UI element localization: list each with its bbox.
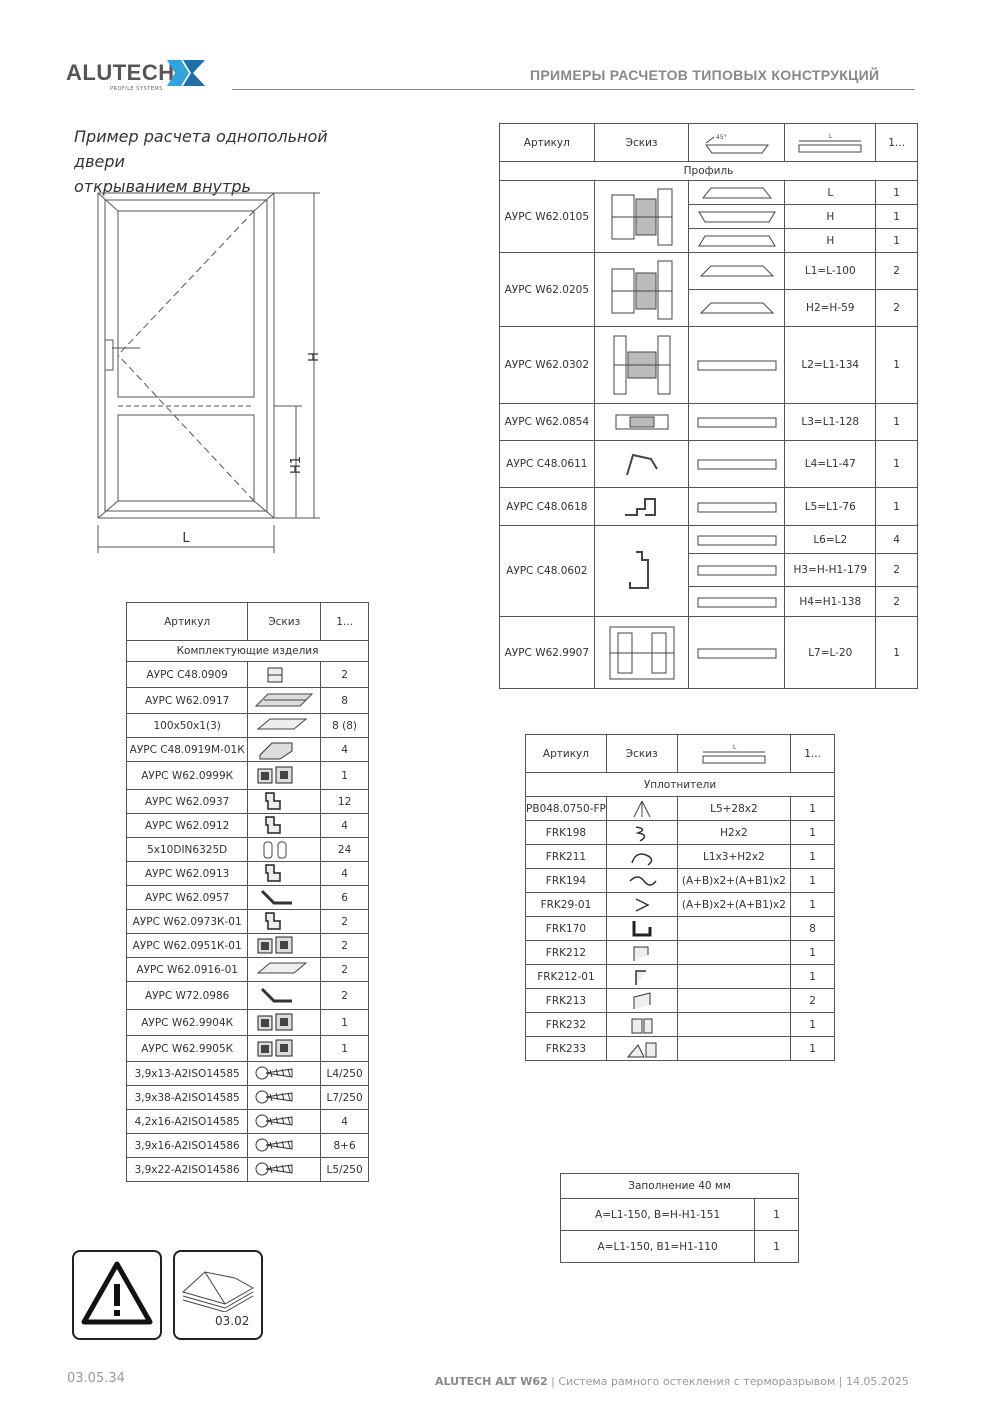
length-cell: [677, 1037, 791, 1061]
article-cell: 4,2x16-A2ISO14585: [127, 1110, 248, 1134]
article-cell: АУРС W62.9905К: [127, 1036, 248, 1062]
article-cell: АУРС W62.0916-01: [127, 958, 248, 982]
manual-reference-box: [173, 1250, 263, 1340]
cut-qty: 2: [876, 290, 918, 327]
open-book-icon: [175, 1252, 261, 1312]
qty-cell: 4: [321, 738, 369, 762]
article-cell: АУРС W62.0302: [500, 327, 595, 404]
qty-cell: 6: [321, 886, 369, 910]
table-row: [127, 738, 369, 762]
angle-icon: [252, 985, 316, 1007]
sketch-cell: [248, 1086, 321, 1110]
article-cell: АУРС W62.0854: [500, 404, 595, 441]
len-mark-label: L: [732, 743, 737, 751]
dim-h-label: H: [307, 352, 322, 362]
cut-shape: [689, 441, 785, 488]
qty-cell: 1: [321, 1010, 369, 1036]
page-header-title: ПРИМЕРЫ РАСЧЕТОВ ТИПОВЫХ КОНСТРУКЦИЙ: [530, 67, 880, 83]
table-row: [500, 181, 918, 205]
article-cell: FRK213: [526, 989, 607, 1013]
table-row: [127, 934, 369, 958]
sketch-cell: [248, 1036, 321, 1062]
cut-shape: [689, 327, 785, 404]
sketch-cell: [248, 1134, 321, 1158]
table-row: [127, 814, 369, 838]
logo-subtitle: PROFILE SYSTEMS: [110, 86, 163, 92]
profile-header-row: [500, 124, 918, 162]
qty-cell: 2: [321, 934, 369, 958]
col-sketch: Эскиз: [606, 735, 677, 773]
table-row: [127, 662, 369, 688]
qty-cell: 1: [791, 1013, 835, 1037]
seal-profile-icon: [622, 943, 662, 963]
section-profile: Профиль: [500, 162, 918, 181]
table-row: [561, 1199, 799, 1231]
connector-kit-icon: [252, 765, 316, 787]
article-cell: FRK198: [526, 821, 607, 845]
cut-qty: 1: [876, 488, 918, 526]
length-mark-icon: [699, 742, 769, 766]
qty-cell: 2: [321, 910, 369, 934]
sketch-cell: [248, 958, 321, 982]
cut-length: L4=L1-47: [785, 441, 876, 488]
profile-section-sketch: [594, 327, 689, 404]
article-cell: АУРС W72.0986: [127, 982, 248, 1010]
sketch-cell: [248, 910, 321, 934]
screw-icon: [252, 1135, 316, 1157]
cut-length: H2=H-59: [785, 290, 876, 327]
cut-qty: 1: [876, 617, 918, 689]
table-row: [127, 958, 369, 982]
length-cell: [677, 1013, 791, 1037]
profile-section-sketch: [594, 526, 689, 617]
article-cell: АУРС W62.0973К-01: [127, 910, 248, 934]
sketch-cell: [606, 1037, 677, 1061]
page-number: 03.05.34: [67, 1371, 125, 1386]
article-cell: АУРС W62.0912: [127, 814, 248, 838]
sketch-cell: [248, 838, 321, 862]
footer-info: [435, 1375, 909, 1388]
profile-section-icon: [606, 257, 678, 323]
col-qty: 1...: [791, 735, 835, 773]
table-row: [526, 893, 835, 917]
cut-qty: 2: [876, 587, 918, 617]
article-cell: АУРС W62.0913: [127, 862, 248, 886]
screw-icon: [252, 1087, 316, 1109]
sketch-cell: [248, 790, 321, 814]
profile-section-icon: [617, 449, 667, 479]
cut-shape: [689, 253, 785, 290]
length-cell: L5+28x2: [677, 797, 791, 821]
seal-profile-icon: [622, 1039, 662, 1059]
footer-description: | Система рамного остекления с терморазрывом | 14.05.2025: [547, 1375, 909, 1388]
sketch-cell: [248, 1062, 321, 1086]
cut-45-label: 45°: [715, 133, 727, 141]
profile-section-sketch: [594, 181, 689, 253]
table-row: [127, 1010, 369, 1036]
cut-shape: [689, 404, 785, 441]
article-cell: FRK170: [526, 917, 607, 941]
length-cell: [677, 917, 791, 941]
pin-icon: [252, 839, 316, 861]
footer-brand: ALUTECH ALT W62: [435, 1375, 548, 1388]
sketch-cell: [248, 662, 321, 688]
profile-section-icon: [622, 548, 662, 594]
article-cell: FRK233: [526, 1037, 607, 1061]
cut-length: L2=L1-134: [785, 327, 876, 404]
article-cell: 3,9x13-A2ISO14585: [127, 1062, 248, 1086]
table-row: [526, 1037, 835, 1061]
profile-section-icon: [606, 185, 678, 249]
cut-length: L6=L2: [785, 526, 876, 554]
corner-block-icon: [252, 739, 316, 761]
bracket-icon: [252, 863, 316, 885]
qty-cell: 4: [321, 1110, 369, 1134]
qty-cell: 1: [791, 893, 835, 917]
sketch-cell: [248, 1110, 321, 1134]
length-cell: (A+B)x2+(A+B1)x2: [677, 869, 791, 893]
sketch-cell: [248, 688, 321, 714]
qty-cell: 1: [791, 965, 835, 989]
length-cell: H2x2: [677, 821, 791, 845]
qty-cell: 8: [791, 917, 835, 941]
seal-profile-icon: [622, 895, 662, 915]
qty-cell: 2: [791, 989, 835, 1013]
cut-length: L: [785, 181, 876, 205]
cut-length: L7=L-20: [785, 617, 876, 689]
sketch-cell: [248, 814, 321, 838]
sketch-cell: [606, 869, 677, 893]
table-row: [526, 845, 835, 869]
cut-qty: 1: [876, 229, 918, 253]
cut-45-icon: [702, 131, 772, 155]
article-cell: FRK212: [526, 941, 607, 965]
cut-qty: 2: [876, 554, 918, 587]
table-row: [526, 989, 835, 1013]
sketch-cell: [606, 917, 677, 941]
clip-icon: [252, 664, 316, 686]
table-row: [500, 441, 918, 488]
col-article: Артикул: [127, 603, 248, 641]
article-cell: АУРС W62.0937: [127, 790, 248, 814]
qty-cell: 4: [321, 814, 369, 838]
profile-section-icon: [604, 623, 680, 683]
cut-length: L3=L1-128: [785, 404, 876, 441]
article-cell: АУРС C48.0909: [127, 662, 248, 688]
qty-cell: 1: [791, 941, 835, 965]
sketch-cell: [248, 934, 321, 958]
profile-section-icon: [606, 412, 678, 432]
col-qty: 1...: [876, 124, 918, 162]
cut-qty: 1: [876, 404, 918, 441]
col-article: Артикул: [500, 124, 595, 162]
sketch-cell: [248, 714, 321, 738]
profile-section-icon: [617, 495, 667, 519]
article-cell: АУРС C48.0919М-01К: [127, 738, 248, 762]
article-cell: АУРС W62.0999К: [127, 762, 248, 790]
angle-icon: [252, 887, 316, 909]
warning-icon: [74, 1252, 160, 1338]
screw-icon: [252, 1159, 316, 1181]
seal-profile-icon: [622, 799, 662, 819]
profile-section-sketch: [594, 488, 689, 526]
cut-shape: [689, 488, 785, 526]
qty-cell: 12: [321, 790, 369, 814]
col-article: Артикул: [526, 735, 607, 773]
profile-section-sketch: [594, 617, 689, 689]
seals-table: [525, 734, 835, 1061]
sketch-cell: [606, 821, 677, 845]
table-row: [127, 714, 369, 738]
table-row: [127, 1036, 369, 1062]
sketch-cell: [248, 982, 321, 1010]
logo-text: ALUTECH: [66, 60, 175, 85]
table-row: [526, 917, 835, 941]
sketch-cell: [606, 989, 677, 1013]
profile-section-sketch: [594, 404, 689, 441]
table-row: [526, 869, 835, 893]
cut-qty: 1: [876, 441, 918, 488]
article-cell: АУРС W62.0105: [500, 181, 595, 253]
article-cell: 5x10DIN6325D: [127, 838, 248, 862]
example-title-line-2: открыванием внутрь: [74, 177, 251, 196]
qty-cell: 8: [321, 688, 369, 714]
cut-qty: 2: [876, 253, 918, 290]
article-cell: 3,9x16-A2ISO14586: [127, 1134, 248, 1158]
cut-qty: 4: [876, 526, 918, 554]
dim-h1-label: H1: [289, 455, 304, 475]
article-cell: FRK194: [526, 869, 607, 893]
article-cell: АУРС C48.0602: [500, 526, 595, 617]
fill-formula: A=L1-150, B1=H1-110: [561, 1231, 755, 1263]
section-seals: Уплотнители: [526, 773, 835, 797]
qty-cell: 8+6: [321, 1134, 369, 1158]
table-row: [127, 886, 369, 910]
fill-formula: A=L1-150, B=H-H1-151: [561, 1199, 755, 1231]
table-row: [500, 617, 918, 689]
cut-shape: [689, 229, 785, 253]
table-row: [526, 965, 835, 989]
length-cell: [677, 941, 791, 965]
warning-box: [72, 1250, 162, 1340]
table-row: [561, 1231, 799, 1263]
table-row: [127, 1062, 369, 1086]
sketch-cell: [248, 886, 321, 910]
seals-header-row: [526, 735, 835, 773]
qty-cell: L7/250: [321, 1086, 369, 1110]
sketch-cell: [606, 965, 677, 989]
col-sketch: Эскиз: [248, 603, 321, 641]
spacer-plate-icon: [252, 690, 316, 712]
length-cell: (A+B)x2+(A+B1)x2: [677, 893, 791, 917]
qty-cell: 4: [321, 862, 369, 886]
bracket-icon: [252, 815, 316, 837]
article-cell: FRK232: [526, 1013, 607, 1037]
bracket-icon: [252, 911, 316, 933]
article-cell: АУРС W62.9904К: [127, 1010, 248, 1036]
cut-length: L5=L1-76: [785, 488, 876, 526]
cut-shape: [689, 554, 785, 587]
cut-shape: [689, 181, 785, 205]
qty-cell: L4/250: [321, 1062, 369, 1086]
screw-icon: [252, 1063, 316, 1085]
cut-qty: 1: [876, 181, 918, 205]
components-table: [126, 602, 369, 1182]
length-cell: [677, 965, 791, 989]
qty-cell: L5/250: [321, 1158, 369, 1182]
table-row: [500, 404, 918, 441]
table-row: [526, 941, 835, 965]
cut-length: L1=L-100: [785, 253, 876, 290]
table-row: [127, 862, 369, 886]
logo-icon: [165, 54, 207, 92]
table-row: [500, 327, 918, 404]
length-cell: [677, 989, 791, 1013]
sketch-cell: [248, 1010, 321, 1036]
components-header-row: [127, 603, 369, 641]
seal-profile-icon: [622, 847, 662, 867]
cut-shape: [689, 205, 785, 229]
components-body: [127, 662, 369, 1182]
article-cell: FRK211: [526, 845, 607, 869]
article-cell: 3,9x38-A2ISO14585: [127, 1086, 248, 1110]
len-mark-label: L: [829, 132, 833, 140]
sketch-cell: [606, 893, 677, 917]
table-row: [526, 821, 835, 845]
article-cell: PB048.0750-FP: [526, 797, 607, 821]
article-cell: АУРС W62.0205: [500, 253, 595, 327]
bracket-icon: [252, 791, 316, 813]
seal-profile-icon: [622, 967, 662, 987]
article-cell: АУРС C48.0618: [500, 488, 595, 526]
article-cell: 3,9x22-A2ISO14586: [127, 1158, 248, 1182]
cut-length: H3=H-H1-179: [785, 554, 876, 587]
length-mark-icon: [795, 131, 865, 155]
seal-profile-icon: [622, 823, 662, 843]
fill-qty: 1: [755, 1199, 799, 1231]
article-cell: FRK29-01: [526, 893, 607, 917]
seal-profile-icon: [622, 919, 662, 939]
article-cell: 100x50x1(3): [127, 714, 248, 738]
plate-icon: [252, 959, 316, 981]
sketch-cell: [248, 1158, 321, 1182]
screw-icon: [252, 1111, 316, 1133]
col-sketch: Эскиз: [594, 124, 689, 162]
plate-icon: [252, 715, 316, 737]
header-divider: [232, 89, 915, 90]
table-row: [127, 762, 369, 790]
connector-kit-icon: [252, 1012, 316, 1034]
qty-cell: 2: [321, 958, 369, 982]
qty-cell: 1: [321, 1036, 369, 1062]
door-drawing: [90, 185, 330, 560]
seals-body: [526, 797, 835, 1061]
table-row: [127, 790, 369, 814]
table-row: [526, 1013, 835, 1037]
table-row: [127, 1158, 369, 1182]
article-cell: FRK212-01: [526, 965, 607, 989]
table-row: [127, 1134, 369, 1158]
article-cell: АУРС W62.0917: [127, 688, 248, 714]
sketch-cell: [248, 738, 321, 762]
fill-title: Заполнение 40 мм: [561, 1174, 799, 1199]
cut-qty: 1: [876, 205, 918, 229]
profile-section-sketch: [594, 253, 689, 327]
table-row: [127, 910, 369, 934]
table-row: [500, 526, 918, 554]
table-row: [500, 488, 918, 526]
table-row: [127, 838, 369, 862]
seal-profile-icon: [622, 1015, 662, 1035]
sketch-cell: [606, 941, 677, 965]
article-cell: АУРС W62.0951К-01: [127, 934, 248, 958]
profile-section-sketch: [594, 441, 689, 488]
length-sketch: [785, 124, 876, 162]
cut-length: H4=H1-138: [785, 587, 876, 617]
fill-qty: 1: [755, 1231, 799, 1263]
dim-l-label: L: [182, 531, 190, 546]
seal-profile-icon: [622, 991, 662, 1011]
fill-table: [560, 1173, 799, 1263]
profile-section-icon: [606, 332, 678, 398]
qty-cell: 1: [791, 1037, 835, 1061]
qty-cell: 1: [791, 845, 835, 869]
seal-profile-icon: [622, 871, 662, 891]
section-components: Комплектующие изделия: [127, 641, 369, 662]
cut-shape: [689, 290, 785, 327]
cut-shape: [689, 526, 785, 554]
cut-qty: 1: [876, 327, 918, 404]
table-row: [127, 1110, 369, 1134]
sketch-cell: [248, 762, 321, 790]
length-sketch: [677, 735, 791, 773]
qty-cell: 8 (8): [321, 714, 369, 738]
qty-cell: 2: [321, 662, 369, 688]
cut-shape: [689, 617, 785, 689]
connector-kit-icon: [252, 935, 316, 957]
article-cell: АУРС W62.0957: [127, 886, 248, 910]
cut-shape: [689, 587, 785, 617]
manual-code: 03.02: [215, 1314, 250, 1328]
example-title-line-1: Пример расчета однопольной двери: [74, 127, 328, 171]
qty-cell: 1: [791, 821, 835, 845]
cut-length: H: [785, 229, 876, 253]
table-row: [127, 688, 369, 714]
length-cell: L1x3+H2x2: [677, 845, 791, 869]
qty-cell: 2: [321, 982, 369, 1010]
sketch-cell: [606, 845, 677, 869]
sketch-cell: [248, 862, 321, 886]
qty-cell: 1: [791, 797, 835, 821]
article-cell: АУРС C48.0611: [500, 441, 595, 488]
table-row: [127, 982, 369, 1010]
table-row: [526, 797, 835, 821]
table-row: [127, 1086, 369, 1110]
col-qty: 1...: [321, 603, 369, 641]
table-row: [500, 253, 918, 290]
qty-cell: 1: [791, 869, 835, 893]
qty-cell: 1: [321, 762, 369, 790]
profile-table: [499, 123, 918, 689]
sketch-cell: [606, 1013, 677, 1037]
connector-kit-icon: [252, 1038, 316, 1060]
sketch-cell: [606, 797, 677, 821]
cut-45-sketch: [689, 124, 785, 162]
qty-cell: 24: [321, 838, 369, 862]
article-cell: АУРС W62.9907: [500, 617, 595, 689]
cut-length: H: [785, 205, 876, 229]
